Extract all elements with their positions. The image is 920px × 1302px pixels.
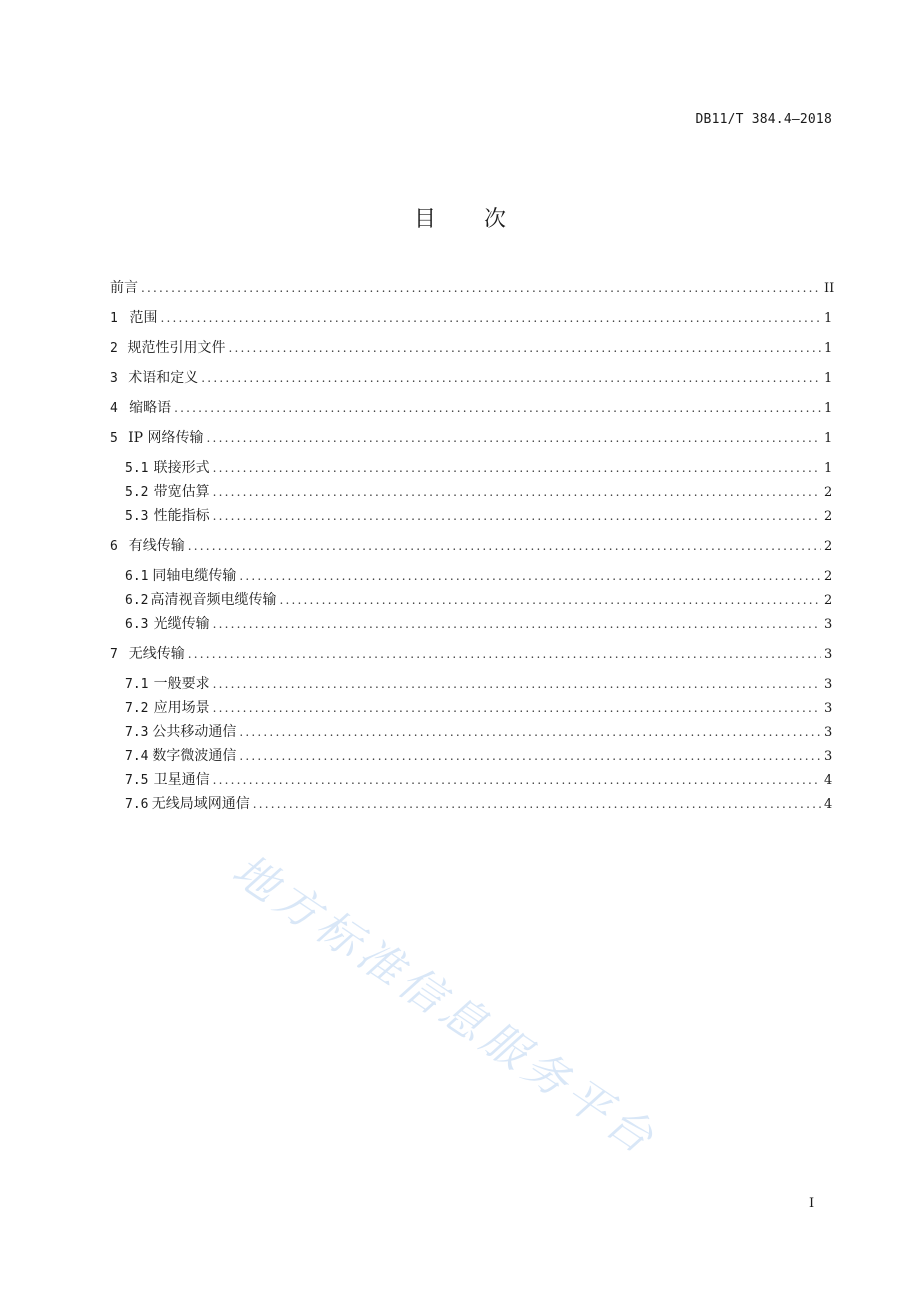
toc-leader bbox=[141, 277, 821, 299]
toc-leader bbox=[161, 307, 822, 329]
toc-entry[interactable] bbox=[110, 397, 832, 419]
toc-page-number: 2 bbox=[824, 593, 833, 608]
toc-leader bbox=[213, 481, 821, 503]
toc-entry[interactable] bbox=[110, 565, 832, 587]
toc-entry[interactable] bbox=[110, 769, 832, 791]
toc-page-number: 3 bbox=[824, 647, 833, 662]
toc-page-number: II bbox=[824, 281, 835, 296]
toc-entry-label: 数字微波通信 bbox=[152, 748, 237, 764]
toc-entry[interactable] bbox=[110, 535, 832, 557]
toc-leader bbox=[207, 427, 821, 449]
toc-leader bbox=[188, 643, 821, 665]
toc-entry[interactable] bbox=[110, 673, 832, 695]
toc-entry-label: 光缆传输 bbox=[153, 616, 210, 632]
toc-page-number: 2 bbox=[824, 485, 833, 500]
toc-entry-number: 7.2 bbox=[125, 701, 149, 716]
watermark: 地方标准信息服务平台 bbox=[223, 844, 667, 1167]
toc-entry[interactable] bbox=[110, 457, 832, 479]
toc-entry-label: 前言 bbox=[110, 280, 138, 296]
toc-leader bbox=[213, 457, 821, 479]
toc-entry[interactable] bbox=[110, 481, 832, 503]
toc-entry-label: 缩略语 bbox=[129, 400, 172, 416]
toc-entry-label: 规范性引用文件 bbox=[127, 340, 226, 356]
toc-entry-number: 5 bbox=[110, 431, 118, 446]
toc-entry[interactable] bbox=[110, 745, 832, 767]
toc-entry-number: 6.3 bbox=[125, 617, 149, 632]
toc-entry-number: 6.2 bbox=[125, 593, 149, 608]
toc-entry-label: 公共移动通信 bbox=[152, 724, 237, 740]
toc-leader bbox=[239, 745, 821, 767]
toc-leader bbox=[213, 673, 821, 695]
toc-entry[interactable] bbox=[110, 505, 832, 527]
toc-entry[interactable] bbox=[110, 613, 832, 635]
toc-page-number: 1 bbox=[824, 371, 833, 386]
toc-entry[interactable] bbox=[110, 643, 832, 665]
toc-entry-number: 7.1 bbox=[125, 677, 149, 692]
toc-leader bbox=[239, 721, 821, 743]
toc-entry-label: 卫星通信 bbox=[153, 772, 210, 788]
toc-entry-label: 高清视音频电缆传输 bbox=[150, 592, 277, 608]
toc-entry-label: 联接形式 bbox=[153, 460, 210, 476]
toc-entry-number: 7 bbox=[110, 647, 118, 662]
toc-entry-number: 5.2 bbox=[125, 485, 149, 500]
toc-entry-label: 无线局域网通信 bbox=[151, 796, 250, 812]
title-char-1: 目 bbox=[413, 207, 436, 232]
page-title bbox=[0, 202, 920, 233]
toc-entry[interactable] bbox=[110, 307, 832, 329]
toc-entry[interactable] bbox=[110, 697, 832, 719]
toc-leader bbox=[279, 589, 821, 611]
toc-page-number: 4 bbox=[824, 797, 833, 812]
toc-leader bbox=[213, 613, 821, 635]
toc-leader bbox=[239, 565, 821, 587]
toc-page-number: 4 bbox=[824, 773, 833, 788]
toc-entry[interactable] bbox=[110, 793, 832, 815]
toc-page-number: 2 bbox=[824, 539, 833, 554]
toc-entry-label: 同轴电缆传输 bbox=[152, 568, 237, 584]
toc-leader bbox=[213, 505, 821, 527]
toc-entry-number: 6.1 bbox=[125, 569, 149, 584]
toc-leader bbox=[201, 367, 821, 389]
toc-leader bbox=[213, 769, 821, 791]
toc-entry-label: 性能指标 bbox=[153, 508, 210, 524]
toc-entry-number: 2 bbox=[110, 341, 118, 356]
toc-entry[interactable] bbox=[110, 427, 832, 449]
toc-entry-label: IP 网络传输 bbox=[128, 430, 204, 446]
toc-entry-number: 1 bbox=[110, 311, 118, 326]
toc-page-number: 1 bbox=[824, 431, 833, 446]
toc-leader bbox=[188, 535, 821, 557]
toc-page-number: 2 bbox=[824, 569, 833, 584]
toc-entry-label: 带宽估算 bbox=[153, 484, 210, 500]
toc-leader bbox=[229, 337, 822, 359]
toc-leader bbox=[213, 697, 821, 719]
toc-page-number: 3 bbox=[824, 617, 833, 632]
toc-page-number: 1 bbox=[824, 341, 833, 356]
toc-entry-number: 5.3 bbox=[125, 509, 149, 524]
page-number: I bbox=[809, 1196, 815, 1211]
toc-entry-label: 一般要求 bbox=[153, 676, 210, 692]
toc-entry[interactable] bbox=[110, 337, 832, 359]
toc-page-number: 3 bbox=[824, 677, 833, 692]
toc-entry[interactable] bbox=[110, 277, 835, 299]
toc-entry[interactable] bbox=[110, 589, 832, 611]
toc-entry-label: 范围 bbox=[129, 310, 158, 326]
toc-entry-number: 3 bbox=[110, 371, 118, 386]
toc-page-number: 3 bbox=[824, 749, 833, 764]
toc-leader bbox=[253, 793, 821, 815]
toc-entry-number: 7.5 bbox=[125, 773, 149, 788]
toc-page-number: 3 bbox=[824, 725, 833, 740]
standard-code: DB11/T 384.4—2018 bbox=[695, 112, 832, 127]
toc-page-number: 1 bbox=[824, 311, 833, 326]
toc-entry-label: 术语和定义 bbox=[128, 370, 199, 386]
toc-entry[interactable] bbox=[110, 367, 832, 389]
toc-page-number: 1 bbox=[824, 461, 833, 476]
title-char-2: 次 bbox=[484, 207, 507, 232]
toc-page-number: 3 bbox=[824, 701, 833, 716]
toc-entry-number: 4 bbox=[110, 401, 118, 416]
toc-page-number: 1 bbox=[824, 401, 833, 416]
toc-entry-label: 应用场景 bbox=[153, 700, 210, 716]
toc-entry-number: 5.1 bbox=[125, 461, 149, 476]
toc-entry[interactable] bbox=[110, 721, 832, 743]
toc-entry-number: 7.4 bbox=[125, 749, 149, 764]
toc-entry-number: 7.6 bbox=[125, 797, 149, 812]
toc-leader bbox=[174, 397, 821, 419]
toc-page-number: 2 bbox=[824, 509, 833, 524]
toc-entry-label: 无线传输 bbox=[128, 646, 185, 662]
toc-entry-number: 7.3 bbox=[125, 725, 149, 740]
toc-entry-label: 有线传输 bbox=[128, 538, 185, 554]
toc-entry-number: 6 bbox=[110, 539, 118, 554]
